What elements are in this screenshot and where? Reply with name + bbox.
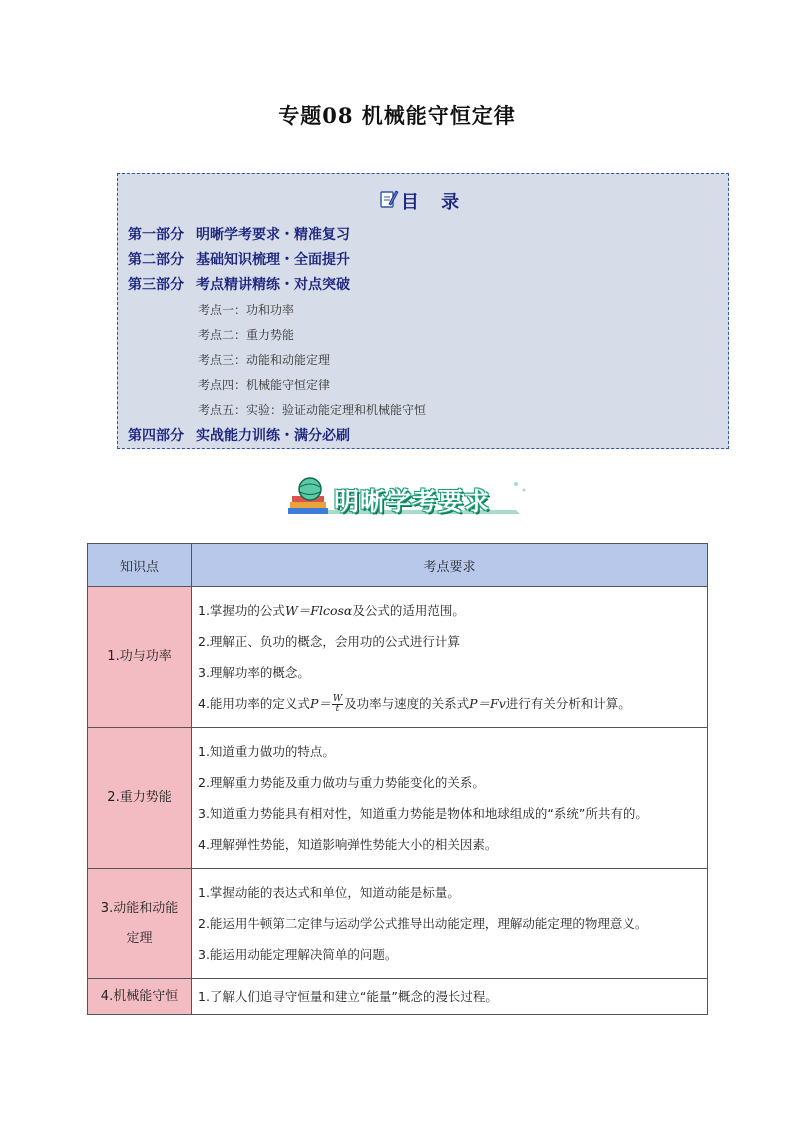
table-row [88, 728, 708, 869]
topic-cell: 1.功与功率 [88, 587, 192, 728]
table-row [88, 869, 708, 979]
requirement-item: 3.理解功率的概念。 [198, 665, 310, 680]
requirement-item: 1.了解人们追寻守恒量和建立“能量”概念的漫长过程。 [198, 989, 498, 1004]
topic-cell: 4.机械能守恒 [88, 979, 192, 1015]
requirements-cell [192, 587, 708, 728]
toc-part-2[interactable]: 第二部分 基础知识梳理・全面提升 [128, 252, 350, 268]
section-banner [284, 474, 534, 524]
requirement-item: 2.能运用牛顿第二定律与运动学公式推导出动能定理，理解动能定理的物理意义。 [198, 916, 648, 931]
header-requirements: 考点要求 [192, 544, 708, 587]
toc-sub-4[interactable]: 考点四：机械能守恒定律 [198, 378, 331, 392]
header-topic: 知识点 [88, 544, 192, 587]
topic-cell: 3.动能和动能 定理 [88, 869, 192, 979]
banner-title: 明晰学考要求 [334, 487, 491, 516]
requirement-item: 1.掌握功的公式W＝Flcosα及公式的适用范围。 [198, 603, 465, 618]
requirement-item: 3.能运用动能定理解决简单的问题。 [198, 947, 398, 962]
requirement-item: 1.掌握动能的表达式和单位，知道动能是标量。 [198, 885, 460, 900]
toc-part-1[interactable]: 第一部分 明晰学考要求・精准复习 [128, 227, 350, 243]
requirements-table [87, 543, 708, 1015]
toc-part-4[interactable]: 第四部分 实战能力训练・满分必刷 [128, 428, 350, 444]
topic-cell: 2.重力势能 [88, 728, 192, 869]
requirement-item: 2.理解重力势能及重力做功与重力势能变化的关系。 [198, 775, 485, 790]
table-of-contents [117, 173, 729, 449]
requirement-item: 4.理解弹性势能，知道影响弹性势能大小的相关因素。 [198, 837, 498, 852]
pencil-note-icon [379, 188, 399, 215]
toc-sub-3[interactable]: 考点三：动能和动能定理 [198, 353, 331, 367]
requirement-item: 1.知道重力做功的特点。 [198, 744, 335, 759]
requirements-cell [192, 979, 708, 1015]
table-row [88, 587, 708, 728]
table-header-row [88, 544, 708, 587]
requirement-item: 3.知道重力势能具有相对性，知道重力势能是物体和地球组成的“系统”所共有的。 [198, 806, 648, 821]
page-title: 专题08 机械能守恒定律 [278, 103, 516, 128]
requirements-cell [192, 728, 708, 869]
toc-heading [118, 188, 728, 215]
toc-sub-2[interactable]: 考点二：重力势能 [198, 328, 295, 342]
table-row [88, 979, 708, 1015]
toc-heading-text: 目 录 [400, 192, 468, 213]
requirements-cell [192, 869, 708, 979]
fraction: $\frac{W}{t}$ [332, 694, 343, 714]
requirement-item: 2.理解正、负功的概念，会用功的公式进行计算 [198, 634, 460, 649]
requirement-item: 4.能用功率的定义式P＝ $\frac{W}{t}$ 及功率与速度的关系式P＝Fv进行有关分析和计算。 [198, 694, 631, 714]
toc-sub-1[interactable]: 考点一：功和功率 [198, 303, 295, 317]
toc-part-3[interactable]: 第三部分 考点精讲精练・对点突破 [128, 277, 350, 293]
toc-sub-5[interactable]: 考点五：实验：验证动能定理和机械能守恒 [198, 403, 427, 417]
